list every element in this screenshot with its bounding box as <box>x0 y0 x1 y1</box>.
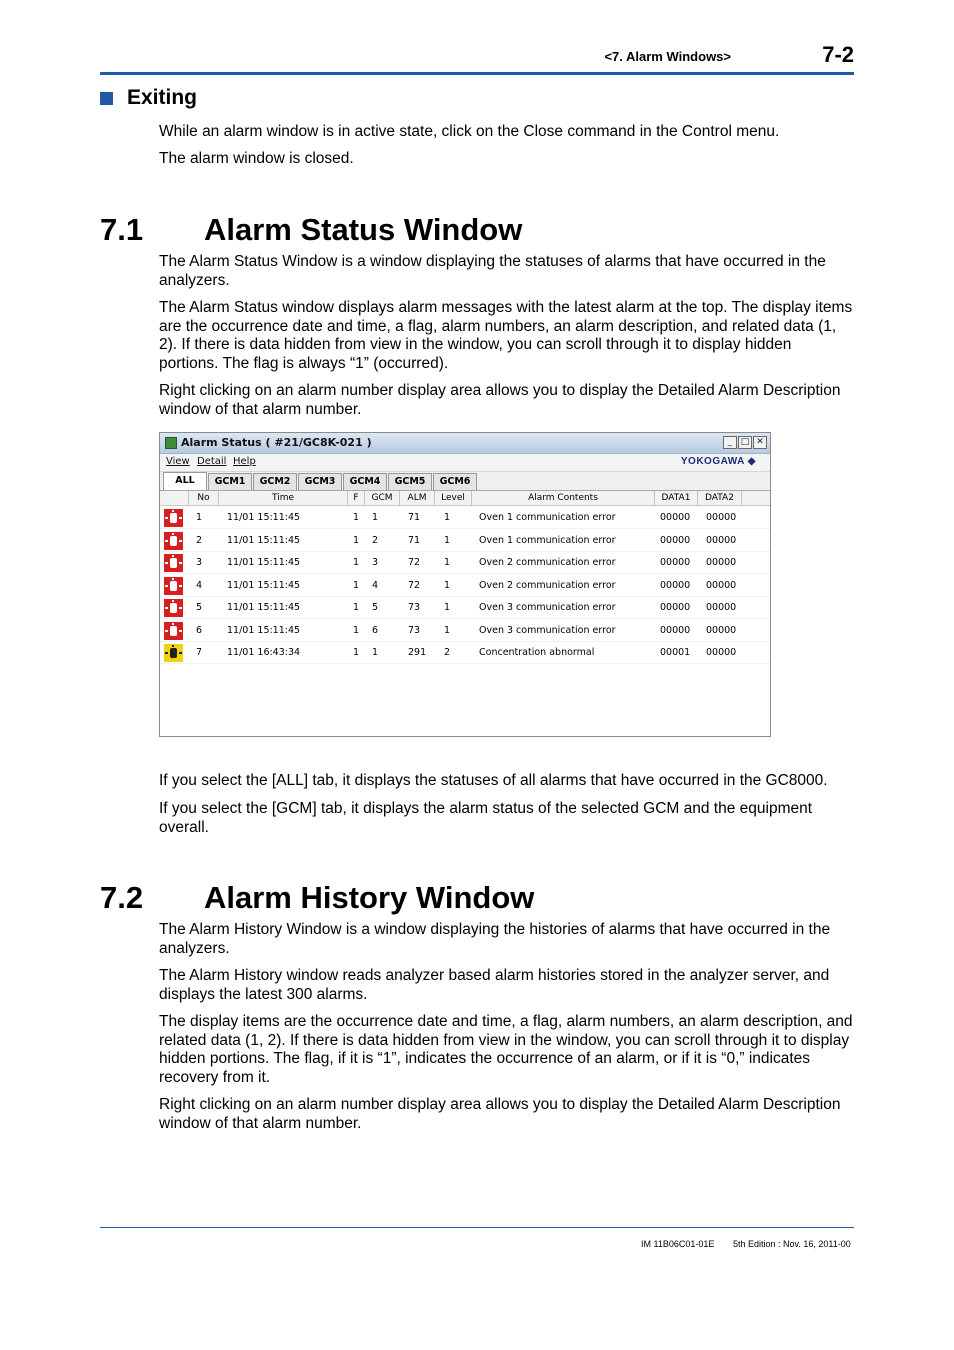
col-no[interactable]: No <box>189 491 219 505</box>
col-level[interactable]: Level <box>435 491 472 505</box>
cell-contents: Oven 3 communication error <box>479 602 616 613</box>
col-gcm[interactable]: GCM <box>365 491 400 505</box>
cell-no[interactable]: 3 <box>196 557 203 568</box>
cell-time: 11/01 15:11:45 <box>227 534 301 546</box>
cell-contents: Oven 1 communication error <box>479 512 616 523</box>
cell-time: 11/01 16:43:34 <box>227 647 301 658</box>
cell-f: 1 <box>353 647 360 658</box>
cell-f: 1 <box>353 512 360 523</box>
tab-gcm6[interactable]: GCM6 <box>433 473 477 490</box>
cell-time: 11/01 15:11:45 <box>227 602 301 613</box>
cell-data2: 00000 <box>706 602 737 613</box>
cell-data1: 00000 <box>660 602 691 613</box>
brand-logo: YOKOGAWA ◆ <box>680 456 756 467</box>
cell-no[interactable]: 1 <box>196 512 203 523</box>
tab-gcm2[interactable]: GCM2 <box>253 473 297 490</box>
cell-time: 11/01 15:11:45 <box>227 579 301 591</box>
cell-data1: 00000 <box>660 512 691 523</box>
tab-all[interactable]: ALL <box>163 472 207 490</box>
column-header-row <box>160 490 770 506</box>
cell-alm: 291 <box>408 647 427 658</box>
cell-gcm: 3 <box>372 557 379 568</box>
cell-gcm: 1 <box>372 512 379 523</box>
section-7-2-number: 7.2 <box>100 880 144 915</box>
app-icon <box>165 437 177 449</box>
menu-help[interactable]: Help <box>233 456 256 467</box>
cell-data2: 00000 <box>706 557 737 568</box>
cell-contents: Oven 1 communication error <box>479 534 616 546</box>
menubar <box>160 454 770 472</box>
cell-no[interactable]: 2 <box>196 534 203 546</box>
cell-alm: 73 <box>408 602 421 613</box>
window-titlebar[interactable] <box>160 433 770 454</box>
cell-gcm: 6 <box>372 624 379 636</box>
tab-gcm3[interactable]: GCM3 <box>298 473 342 490</box>
footer-divider <box>100 1227 854 1228</box>
minimize-icon[interactable]: _ <box>723 436 737 449</box>
tab-bar <box>160 472 770 490</box>
section-7-1-number: 7.1 <box>100 212 144 247</box>
cell-no[interactable]: 7 <box>196 647 203 658</box>
cell-level: 1 <box>444 602 451 613</box>
cell-time: 11/01 15:11:45 <box>227 557 301 568</box>
cell-gcm: 5 <box>372 602 379 613</box>
cell-contents: Oven 3 communication error <box>479 624 616 636</box>
header-divider <box>100 72 854 75</box>
exiting-paragraph-1: While an alarm window is in active state, click on the Close command in the Control menu. <box>159 123 780 140</box>
cell-data1: 00000 <box>660 557 691 568</box>
sec71-paragraph-1: The Alarm Status Window is a window displaying the statuses of alarms that have occurred in the analyzers. <box>159 253 826 289</box>
col-data2[interactable]: DATA2 <box>698 491 742 505</box>
document-number: IM 11B06C01-01E <box>641 1239 715 1249</box>
col-time[interactable]: Time <box>219 491 348 505</box>
alarm-indicator-icon <box>164 577 183 595</box>
sec71-paragraph-5: If you select the [GCM] tab, it displays the alarm status of the selected GCM and the equipment overall. <box>159 800 813 836</box>
exiting-heading: Exiting <box>127 86 198 109</box>
sec72-paragraph-2: The Alarm History window reads analyzer based alarm histories stored in the analyzer server, and displays the latest 300 alarms. <box>159 967 830 1003</box>
alarm-indicator-icon <box>164 509 183 527</box>
tab-gcm5[interactable]: GCM5 <box>388 473 432 490</box>
col-icon <box>160 491 189 505</box>
maximize-icon[interactable]: □ <box>738 436 752 449</box>
cell-data2: 00000 <box>706 647 737 658</box>
section-7-1-title: Alarm Status Window <box>204 212 523 247</box>
cell-data2: 00000 <box>706 624 737 636</box>
tab-gcm4[interactable]: GCM4 <box>343 473 387 490</box>
sec72-paragraph-1: The Alarm History Window is a window displaying the histories of alarms that have occurred in the analyzers. <box>159 921 831 957</box>
cell-alm: 71 <box>408 534 421 546</box>
table-row[interactable] <box>160 642 770 664</box>
cell-level: 1 <box>444 534 451 546</box>
cell-data2: 00000 <box>706 579 737 591</box>
menu-view[interactable]: View <box>166 456 190 467</box>
cell-level: 2 <box>444 647 451 658</box>
cell-level: 1 <box>444 579 451 591</box>
table-row[interactable] <box>160 530 770 552</box>
cell-no[interactable]: 6 <box>196 624 203 636</box>
cell-level: 1 <box>444 557 451 568</box>
cell-f: 1 <box>353 624 360 636</box>
cell-data1: 00000 <box>660 579 691 591</box>
col-alarm-contents[interactable]: Alarm Contents <box>472 491 655 505</box>
menu-detail[interactable]: Detail <box>197 456 227 467</box>
cell-alm: 73 <box>408 624 421 636</box>
cell-f: 1 <box>353 557 360 568</box>
cell-data1: 00001 <box>660 647 691 658</box>
square-bullet-icon <box>100 92 113 105</box>
cell-alm: 72 <box>408 557 421 568</box>
alarm-indicator-icon <box>164 644 183 662</box>
alarm-status-window <box>159 432 771 737</box>
col-flag[interactable]: F <box>348 491 365 505</box>
cell-time: 11/01 15:11:45 <box>227 512 301 523</box>
sec71-paragraph-4: If you select the [ALL] tab, it displays the statuses of all alarms that have occurred in the GC8000. <box>159 772 828 789</box>
cell-f: 1 <box>353 579 360 591</box>
cell-time: 11/01 15:11:45 <box>227 624 301 636</box>
alarm-indicator-icon <box>164 622 183 640</box>
cell-f: 1 <box>353 602 360 613</box>
cell-contents: Oven 2 communication error <box>479 579 616 591</box>
cell-gcm: 1 <box>372 647 379 658</box>
cell-contents: Concentration abnormal <box>479 647 595 658</box>
cell-f: 1 <box>353 534 360 546</box>
cell-no[interactable]: 4 <box>196 579 203 591</box>
close-icon[interactable]: ✕ <box>753 436 767 449</box>
col-data1[interactable]: DATA1 <box>655 491 698 505</box>
cell-data2: 00000 <box>706 512 737 523</box>
section-7-2-title: Alarm History Window <box>204 880 535 915</box>
sec71-paragraph-3: Right clicking on an alarm number display area allows you to display the Detailed Alarm Description window of that alarm number. <box>159 382 841 418</box>
edition-date: 5th Edition : Nov. 16, 2011-00 <box>733 1239 851 1249</box>
sec72-paragraph-4: Right clicking on an alarm number display area allows you to display the Detailed Alarm Description window of that alarm number. <box>159 1096 841 1132</box>
sec72-paragraph-3: The display items are the occurrence date and time, a flag, alarm numbers, an alarm description, and related data (1, 2). If there is data hidden from view in the window, you can scroll through it to display hidden portions. The flag, if it is “1”, indicates the occurrence of an alarm, or if it is “0,” indicates recovery from it. <box>159 1013 853 1086</box>
exiting-paragraph-2: The alarm window is closed. <box>159 150 354 167</box>
table-row[interactable] <box>160 575 770 597</box>
alarm-indicator-icon <box>164 554 183 572</box>
window-title: Alarm Status ( #21/GC8K-021 ) <box>181 436 372 449</box>
table-row[interactable] <box>160 620 770 642</box>
table-row[interactable] <box>160 552 770 574</box>
cell-alm: 71 <box>408 512 421 523</box>
tab-gcm1[interactable]: GCM1 <box>208 473 252 490</box>
chapter-title: <7. Alarm Windows> <box>604 49 731 64</box>
page-number: 7-2 <box>822 42 854 67</box>
cell-data1: 00000 <box>660 534 691 546</box>
alarm-indicator-icon <box>164 532 183 550</box>
cell-gcm: 2 <box>372 534 379 546</box>
table-row[interactable] <box>160 597 770 619</box>
col-alm[interactable]: ALM <box>400 491 435 505</box>
cell-data1: 00000 <box>660 624 691 636</box>
cell-contents: Oven 2 communication error <box>479 557 616 568</box>
cell-no[interactable]: 5 <box>196 602 203 613</box>
cell-level: 1 <box>444 624 451 636</box>
sec71-paragraph-2: The Alarm Status window displays alarm messages with the latest alarm at the top. The display items are the occurrence date and time, a flag, alarm numbers, an alarm description, and related data (1, 2). If there is data hidden from view in the window, you can scroll through it to display hidden portions. The flag is always “1” (occurred). <box>159 299 853 372</box>
cell-gcm: 4 <box>372 579 379 591</box>
cell-data2: 00000 <box>706 534 737 546</box>
alarm-indicator-icon <box>164 599 183 617</box>
table-row[interactable] <box>160 507 770 529</box>
cell-alm: 72 <box>408 579 421 591</box>
cell-level: 1 <box>444 512 451 523</box>
